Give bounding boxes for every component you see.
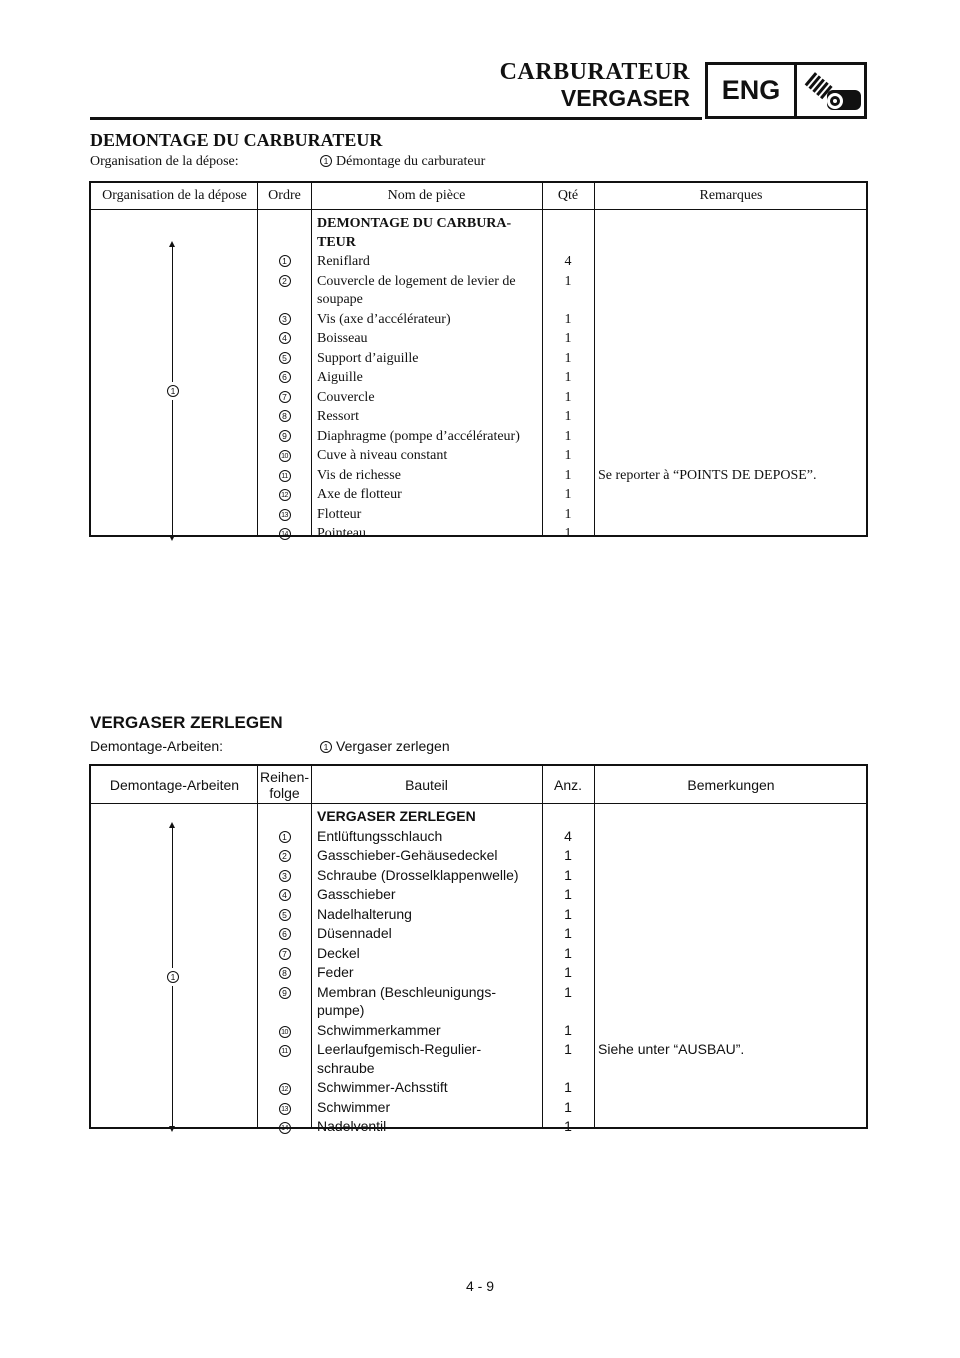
qty-cell: 1 xyxy=(564,331,572,346)
col-header-order: Reihen- folge xyxy=(258,766,311,804)
col-header-part-name: Bauteil xyxy=(311,766,542,804)
qty-cell: 1 xyxy=(564,389,572,405)
part-name-cell: Diaphragme (pompe d’accélérateur) xyxy=(317,428,520,444)
qty-cell: 1 xyxy=(564,1098,572,1115)
col-header-order: Ordre xyxy=(258,183,311,210)
order-cell xyxy=(258,1040,311,1059)
qty-cell: 1 xyxy=(564,1021,572,1038)
part-name-cell: Düsennadel xyxy=(317,925,392,941)
part-name-cell: Schraube (Drosselklappenwelle) xyxy=(317,866,519,883)
circled-number-icon: 11 xyxy=(279,470,291,482)
qty-cell: 1 xyxy=(564,964,572,980)
section-title-fr: DEMONTAGE DU CARBURATEUR xyxy=(90,130,383,150)
order-cell xyxy=(258,525,311,544)
qty-cell: 1 xyxy=(564,886,572,902)
circled-number-icon: 13 xyxy=(279,509,291,521)
order-cell xyxy=(258,944,311,963)
qty-cell: 1 xyxy=(564,1041,572,1057)
order-cell xyxy=(258,963,311,982)
circled-number-icon: 3 xyxy=(279,313,291,325)
part-name-cell: Schwimmer-Achsstift xyxy=(317,1079,448,1095)
qty-cell: 1 xyxy=(564,487,572,502)
circled-number-icon: 1 xyxy=(167,971,179,983)
order-cell xyxy=(258,311,311,330)
qty-cell: 1 xyxy=(564,866,572,883)
qty-cell: 4 xyxy=(564,827,572,844)
order-cell xyxy=(258,408,311,427)
qty-cell: 1 xyxy=(564,905,572,922)
circled-number-icon: 9 xyxy=(279,430,291,442)
removal-table-de xyxy=(89,764,868,1134)
order-cell xyxy=(258,447,311,466)
part-name-cell: Vis (axe d’accélérateur) xyxy=(317,311,451,327)
col-divider xyxy=(311,766,312,1127)
part-name-cell: Cuve à niveau constant xyxy=(317,448,448,463)
circled-number-icon: 10 xyxy=(279,1026,291,1038)
eng-badge-label: ENG xyxy=(721,75,781,105)
order-cell xyxy=(258,273,311,292)
qty-cell: 1 xyxy=(564,311,572,327)
circled-number-icon: 6 xyxy=(279,371,291,383)
qty-cell: 1 xyxy=(564,506,572,522)
part-name-cell: Feder xyxy=(317,964,354,980)
part-name-cell: Boisseau xyxy=(317,331,368,346)
header-title-fr: CARBURATEUR xyxy=(499,59,690,85)
part-name-cell: Schwimmerkammer xyxy=(317,1021,441,1038)
qty-cell: 1 xyxy=(564,409,572,424)
col-header-procedure: Organisation de la dépose xyxy=(91,183,258,210)
order-cell xyxy=(258,253,311,272)
col-header-remarks: Remarques xyxy=(594,183,868,210)
part-name-cell: Membran (Beschleunigungs- pumpe) xyxy=(317,983,496,1018)
circled-number-icon: 7 xyxy=(279,391,291,403)
org-label-fr: Organisation de la dépose: xyxy=(90,154,239,169)
org-value-text: Vergaser zerlegen xyxy=(336,738,450,754)
circled-number-icon: 1 xyxy=(167,385,179,397)
order-cell xyxy=(258,428,311,447)
circled-number-icon: 1 xyxy=(320,155,332,167)
order-cell xyxy=(258,866,311,885)
order-cell xyxy=(258,467,311,486)
org-value-de xyxy=(320,738,450,754)
part-name-cell: Nadelhalterung xyxy=(317,905,412,922)
circled-number-icon: 9 xyxy=(279,987,291,999)
part-name-cell: Couvercle de logement de levier de soupape xyxy=(317,273,516,307)
circled-number-icon: 10 xyxy=(279,450,291,462)
part-name-cell: Couvercle xyxy=(317,389,375,405)
eng-badge xyxy=(705,62,867,119)
order-cell xyxy=(258,486,311,505)
org-value-text: Démontage du carburateur xyxy=(336,154,486,169)
qty-cell: 1 xyxy=(564,1079,572,1095)
part-name-cell: Reniflard xyxy=(317,254,370,269)
section-title-de: VERGASER ZERLEGEN xyxy=(90,713,283,732)
order-cell xyxy=(258,330,311,349)
order-cell xyxy=(258,369,311,388)
order-cell xyxy=(258,924,311,943)
circled-number-icon: 3 xyxy=(279,870,291,882)
removal-table-fr xyxy=(89,181,868,541)
circled-number-icon: 5 xyxy=(279,909,291,921)
circled-number-icon: 1 xyxy=(320,741,332,753)
header-rule xyxy=(90,117,702,120)
org-value-fr xyxy=(320,154,485,170)
order-cell xyxy=(258,885,311,904)
order-cell xyxy=(258,1098,311,1117)
part-name-cell: VERGASER ZERLEGEN xyxy=(317,808,476,824)
engine-piston-icon xyxy=(801,68,865,114)
order-cell xyxy=(258,827,311,846)
part-name-cell: Ressort xyxy=(317,409,359,424)
part-name-cell: Gasschieber-Gehäusedeckel xyxy=(317,847,498,863)
part-name-cell: Support d’aiguille xyxy=(317,350,419,366)
col-header-qty: Qté xyxy=(542,183,594,210)
circled-number-icon: 5 xyxy=(279,352,291,364)
circled-number-icon: 2 xyxy=(279,275,291,287)
header-title-de: VERGASER xyxy=(560,85,690,111)
qty-cell: 1 xyxy=(564,350,572,366)
qty-cell: 1 xyxy=(564,526,572,541)
order-cell xyxy=(258,1078,311,1097)
order-cell xyxy=(258,905,311,924)
circled-number-icon: 6 xyxy=(279,928,291,940)
part-name-cell: Pointeau xyxy=(317,526,366,541)
circled-number-icon: 2 xyxy=(279,850,291,862)
circled-number-icon: 12 xyxy=(279,1083,291,1095)
badge-divider xyxy=(794,65,797,116)
order-cell xyxy=(258,350,311,369)
col-header-remarks: Bemerkungen xyxy=(594,766,868,804)
circled-number-icon: 13 xyxy=(279,1103,291,1115)
qty-cell: 1 xyxy=(564,370,572,385)
range-label xyxy=(167,968,179,986)
col-header-qty: Anz. xyxy=(542,766,594,804)
order-cell xyxy=(258,1021,311,1040)
col-header-procedure: Demontage-Arbeiten xyxy=(91,766,258,804)
qty-cell: 1 xyxy=(564,428,572,444)
order-cell xyxy=(258,983,311,1002)
part-name-cell: Vis de richesse xyxy=(317,467,401,483)
circled-number-icon: 4 xyxy=(279,332,291,344)
order-cell xyxy=(258,506,311,525)
org-label-de: Demontage-Arbeiten: xyxy=(90,738,224,754)
circled-number-icon: 8 xyxy=(279,967,291,979)
col-divider xyxy=(594,766,595,1127)
part-name-cell: Axe de flotteur xyxy=(317,487,402,502)
circled-number-icon: 1 xyxy=(279,831,291,843)
col-header-part-name: Nom de pièce xyxy=(311,183,542,210)
part-name-cell: Deckel xyxy=(317,944,360,961)
part-name-cell: Schwimmer xyxy=(317,1098,391,1115)
qty-cell: 1 xyxy=(564,847,572,863)
order-cell xyxy=(258,1117,311,1136)
range-label xyxy=(167,382,179,400)
part-name-cell: Flotteur xyxy=(317,506,362,522)
part-name-cell: Leerlaufgemisch-Regulier- schraube xyxy=(317,1041,482,1076)
col-divider xyxy=(594,183,595,535)
circled-number-icon: 7 xyxy=(279,948,291,960)
part-name-cell: Nadelventil xyxy=(317,1118,387,1134)
remark-cell: Se reporter à “POINTS DE DEPOSE”. xyxy=(598,467,817,483)
qty-cell: 4 xyxy=(564,254,572,269)
circled-number-icon: 12 xyxy=(279,489,291,501)
circled-number-icon: 14 xyxy=(279,1122,291,1134)
order-cell xyxy=(258,846,311,865)
part-name-cell: Gasschieber xyxy=(317,886,396,902)
qty-cell: 1 xyxy=(564,273,572,289)
circled-number-icon: 1 xyxy=(279,255,291,267)
remark-cell: Siehe unter “AUSBAU”. xyxy=(598,1041,745,1057)
qty-cell: 1 xyxy=(564,925,572,941)
circled-number-icon: 4 xyxy=(279,889,291,901)
part-name-cell: Entlüftungsschlauch xyxy=(317,827,443,844)
page-number: 4 - 9 xyxy=(465,1278,494,1294)
part-name-cell: Aiguille xyxy=(317,370,363,385)
order-cell xyxy=(258,389,311,408)
qty-cell: 1 xyxy=(564,1118,572,1134)
qty-cell: 1 xyxy=(564,944,572,961)
qty-cell: 1 xyxy=(564,448,572,463)
col-divider xyxy=(311,183,312,535)
circled-number-icon: 8 xyxy=(279,410,291,422)
circled-number-icon: 14 xyxy=(279,528,291,540)
circled-number-icon: 11 xyxy=(279,1045,291,1057)
qty-cell: 1 xyxy=(564,467,572,483)
part-name-cell: DEMONTAGE DU CARBURA- TEUR xyxy=(317,216,512,250)
qty-cell: 1 xyxy=(564,983,572,1000)
